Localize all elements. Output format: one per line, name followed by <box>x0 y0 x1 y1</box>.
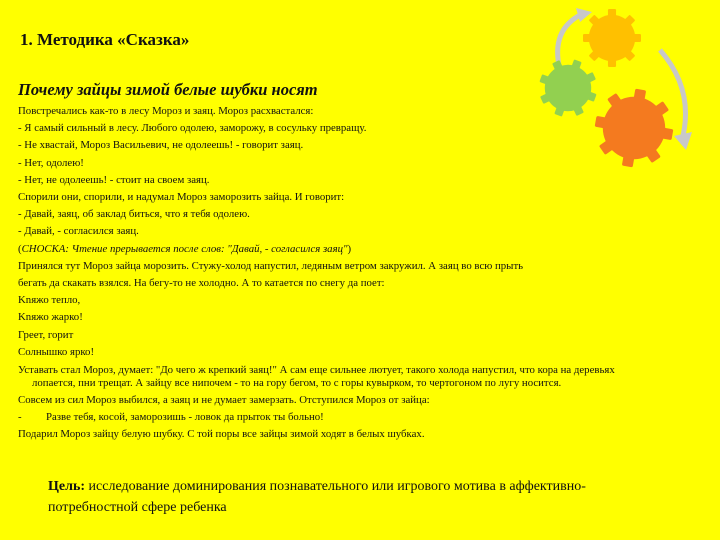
story-paragraph: Уставать стал Мороз, думает: "До чего ж крепкий заяц!" А сам еще сильнее лютует, такого холода напустил, что кора на деревьях лопается, пни трещат. А зайцу все нипочем - то на гору бегом, то с горы кувырком, то чертогоном по лугу носится. <box>18 364 615 389</box>
song-line: Knяжо тепло, <box>18 294 81 307</box>
bullet-text: Разве тебя, косой, заморозишь - ловок да прыток ты больно! <box>46 411 324 424</box>
footnote-paren-close: ) <box>347 242 352 255</box>
story-line: - Давай, заяц, об заклад биться, что я тебя одолею. <box>18 208 250 221</box>
gears-illustration <box>520 0 720 220</box>
story-line: Подарил Мороз зайцу белую шубку. С той поры все зайцы зимой ходят в белых шубках. <box>18 428 425 441</box>
story-line: - Нет, не одолеешь! - стоит на своем заяц. <box>18 173 210 186</box>
song-line: Греет, горит <box>18 328 74 341</box>
story-line: Повстречались как-то в лесу Мороз и заяц. Мороз расхвастался: <box>18 105 314 117</box>
footnote-line <box>18 241 654 258</box>
bullet-dash: - <box>18 411 22 424</box>
story-line: - Не хвастай, Мороз Васильевич, не одолеешь! - говорит заяц. <box>18 139 304 152</box>
story-line: Спорили они, спорили, и надумал Мороз заморозить зайца. И говорит: <box>18 191 345 204</box>
story-line: Принялся тут Мороз зайца морозить. Стужу-холод напустил, ледяным ветром закружил. А заяц во всю прыть <box>18 259 524 272</box>
song-line: Солнышко ярко! <box>18 345 95 358</box>
story-line: - Давай, - согласился заяц. <box>18 225 139 238</box>
story-line: - Я самый сильный в лесу. Любого одолею, заморожу, в сосульку превращу. <box>18 122 367 135</box>
story-line: Совсем из сил Мороз выбился, а заяц и не думает замерзать. Отступился Мороз от зайца: <box>18 394 430 407</box>
orange-gear-icon <box>589 83 679 173</box>
goal-text: исследование доминирования познавательного или игрового мотива в аффективно-потребностной сфере ребенка <box>48 479 586 515</box>
footnote-paren-open: ( <box>18 242 22 255</box>
slide-title: 1. Методика «Сказка» <box>20 30 190 49</box>
story-title: Почему зайцы зимой белые шубки носят <box>18 80 318 99</box>
goal-label: Цель: <box>48 479 86 494</box>
arrow-head-icon <box>674 132 692 150</box>
story-line: бегать да скакать взялся. На бегу-то не холодно. А то катается по снегу да поет: <box>18 277 385 290</box>
story-line: - Нет, одолею! <box>18 156 84 169</box>
yellow-gear-icon <box>583 9 641 67</box>
goal-statement <box>48 476 608 518</box>
song-line: Knяжо жарко! <box>18 311 83 324</box>
story-bullet <box>18 409 654 426</box>
green-gear-icon <box>531 51 605 125</box>
footnote-text: СНОСКА: Чтение прерывается после слов: "Давай, - согласился заяц" <box>21 242 348 255</box>
